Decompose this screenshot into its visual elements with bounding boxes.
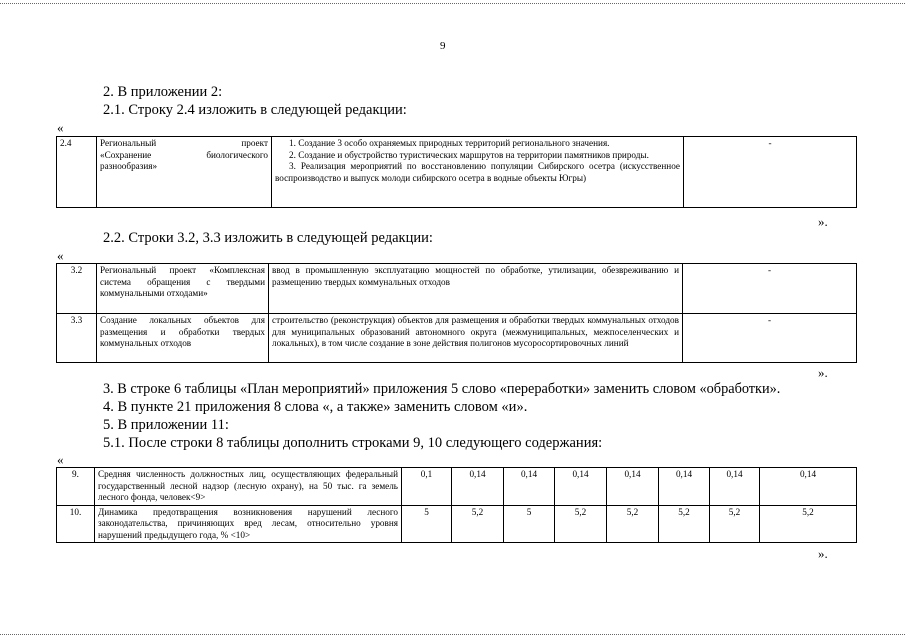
table-row-2-4 (56, 136, 857, 208)
measures-cell (272, 137, 684, 208)
paragraph-4: 4. В пункте 21 приложения 8 слова «, а также» заменить словом «и». (103, 399, 528, 415)
project-name-line: разнообразия» (100, 161, 158, 171)
row-number: 2.4 (57, 137, 97, 208)
table-row (57, 264, 857, 314)
indicator-value: 5 (504, 505, 555, 543)
scan-edge-bottom (0, 634, 905, 635)
project-name-cell: Региональный проект «Комплексная система обращения с твердыми коммунальными отходами» (97, 264, 269, 314)
row-number: 10. (57, 505, 95, 543)
row-number: 3.2 (57, 264, 97, 314)
measure-item: 2. Создание и обустройство туристических маршрутов на территории памятников природы. (289, 149, 649, 160)
table-row (57, 137, 857, 208)
table-row (57, 505, 857, 543)
heading-2-1: 2.1. Строку 2.4 изложить в следующей редакции: (103, 102, 407, 118)
indicator-name: Средняя численность должностных лиц, осуществляющих федеральный государственный лесной надзор (лесную охрану), на 50 тыс. га земель лесного фонда, человек<9> (95, 468, 402, 506)
table-rows-3-2-3-3 (56, 263, 857, 363)
open-quote: « (57, 452, 64, 467)
indicator-value: 0,14 (452, 468, 504, 506)
paragraph-3: 3. В строке 6 таблицы «План мероприятий» приложения 5 слово «переработки» заменить словом «обработки». (103, 381, 781, 397)
indicator-name: Динамика предотвращения возникновения нарушений лесного законодательства, причиняющих вред лесам, относительно уровня нарушений предыдущего года, % <10> (95, 505, 402, 543)
paragraph-5: 5. В приложении 11: (103, 417, 229, 433)
value-cell: - (683, 264, 857, 314)
close-quote: ». (818, 214, 828, 229)
open-quote: « (57, 120, 64, 135)
indicator-value: 5 (402, 505, 452, 543)
close-quote: ». (818, 365, 828, 380)
close-quote: ». (818, 546, 828, 561)
indicator-value: 0,14 (710, 468, 760, 506)
row-number: 3.3 (57, 314, 97, 363)
value-cell: - (683, 314, 857, 363)
measures-cell: строительство (реконструкция) объектов для размещения и обработки твердых коммунальных отходов для муниципальных образований автономного округа (межмуниципальных, межпоселенческих и локальных), в том числе создание в зоне действия полигонов мусоросортировочных линий (269, 314, 683, 363)
table-rows-9-10 (56, 467, 857, 543)
project-name-line: «Сохранение биологического (100, 149, 268, 160)
indicator-value: 5,2 (555, 505, 607, 543)
open-quote: « (57, 248, 64, 263)
table-row (57, 468, 857, 506)
indicator-value: 5,2 (659, 505, 710, 543)
measure-item: 3. Реализация мероприятий по восстановлению популяции Сибирского осетра (искусственное воспроизводство и выпуск молоди сибирского осетра в водные объекты Югры) (275, 161, 680, 183)
indicator-value: 0,14 (760, 468, 857, 506)
indicator-value: 5,2 (710, 505, 760, 543)
measures-cell: ввод в промышленную эксплуатацию мощностей по обработке, утилизации, обезвреживанию и размещению твердых коммунальных отходов (269, 264, 683, 314)
indicator-value: 0,14 (659, 468, 710, 506)
indicator-value: 0,14 (607, 468, 659, 506)
heading-appendix-2: 2. В приложении 2: (103, 84, 223, 100)
row-number: 9. (57, 468, 95, 506)
measure-item: 1. Создание 3 особо охраняемых природных территорий регионального значения. (289, 138, 610, 148)
indicator-value: 0,1 (402, 468, 452, 506)
indicator-value: 5,2 (607, 505, 659, 543)
project-name-line: Региональный проект (100, 138, 268, 148)
table-row (57, 314, 857, 363)
project-name-cell: Создание локальных объектов для размещения и обработки твердых коммунальных отходов (97, 314, 269, 363)
scan-edge-top (0, 3, 905, 4)
page-number: 9 (440, 40, 446, 52)
indicator-value: 5,2 (452, 505, 504, 543)
indicator-value: 5,2 (760, 505, 857, 543)
indicator-value: 0,14 (555, 468, 607, 506)
indicator-value: 0,14 (504, 468, 555, 506)
value-cell: - (684, 137, 857, 208)
paragraph-5-1: 5.1. После строки 8 таблицы дополнить строками 9, 10 следующего содержания: (103, 435, 603, 451)
project-name-cell (97, 137, 272, 208)
heading-2-2: 2.2. Строки 3.2, 3.3 изложить в следующей редакции: (103, 230, 433, 246)
